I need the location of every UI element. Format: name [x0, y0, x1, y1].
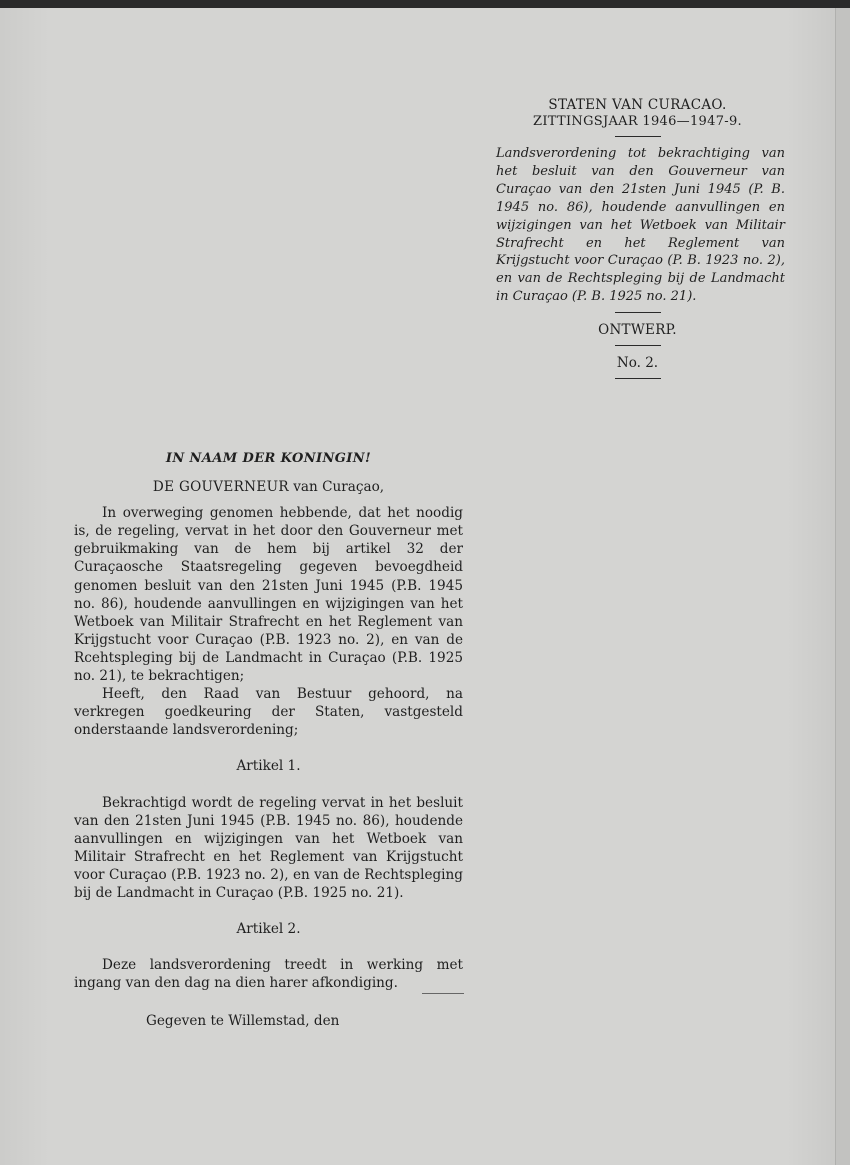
- article-text: Bekrachtigd wordt de regeling vervat in het besluit van den 21sten Juni 1945 (P.B. 1945 no. 86), houdende aanvullingen en wijzigingen van het Wetboek van Militair Strafrecht en het Reglement van Krijgstucht voor Curaçao (P.B. 1923 no. 2), en van de Rechtspleging bij de Landmacht in Curaçao (P.B. 1925 no. 21).: [74, 794, 463, 901]
- article-heading: Artikel 1.: [236, 758, 301, 775]
- ordinance-subject: Landsverordening tot bekrachtiging van het besluit van den Gouverneur van Curaçao van den 21sten Juni 1945 (P. B. 1945 no. 86), houdende aanvullingen en wijzigingen van het Wetboek van Militair Strafrecht en het Reglement van Krijgstucht voor Curaçao (P. B. 1923 no. 2), en van de Rechtspleging bij de Landmacht in Curaçao (P. B. 1925 no. 21).: [496, 146, 785, 305]
- signature-line: Gegeven te Willemstad, den: [146, 1013, 340, 1030]
- governor-line: [74, 478, 463, 496]
- signature-dash: [422, 993, 464, 994]
- header-session: ZITTINGSJAAR 1946—1947-9.: [533, 114, 742, 129]
- page-edge-strip: [835, 8, 850, 1165]
- invocation: IN NAAM DER KONINGIN!: [165, 451, 372, 466]
- preamble-paragraph: In overweging genomen hebbende, dat het noodig is, de regeling, vervat in het door den Gouverneur met gebruikmaking van de hem bij artikel 32 der Curaçaosche Staatsregeling gegeven bevoegdheid genomen besluit van den 21sten Juni 1945 (P.B. 1945 no. 86), houdende aanvullingen en wijzigingen van het Wetboek van Militair Strafrecht en het Reglement van Krijgstucht voor Curaçao (P.B. 1923 no. 2), en van de Rcehtspleging bij de Landmacht in Curaçao (P.B. 1925 no. 21), te bekrachtigen;: [74, 505, 463, 685]
- number-divider: [615, 378, 661, 379]
- governor-title: DE GOUVERNEUR: [152, 479, 289, 496]
- document-number: No. 2.: [616, 355, 659, 372]
- subject-divider: [615, 312, 661, 313]
- article-heading: Artikel 2.: [236, 921, 301, 938]
- document-header: [490, 96, 785, 387]
- draft-label: ONTWERP.: [598, 322, 677, 339]
- header-divider: [615, 136, 661, 137]
- article-text: Deze landsverordening treedt in werking met ingang van den dag na dien harer afkondiging.: [74, 957, 463, 992]
- ordinance-body: [74, 450, 463, 1030]
- governor-place: van Curaçao,: [293, 479, 385, 496]
- header-title: STATEN VAN CURACAO.: [548, 97, 727, 113]
- preamble-paragraph: Heeft, den Raad van Bestuur gehoord, na verkregen goedkeuring der Staten, vastgesteld onderstaande landsverordening;: [74, 686, 463, 739]
- draft-divider: [615, 345, 661, 346]
